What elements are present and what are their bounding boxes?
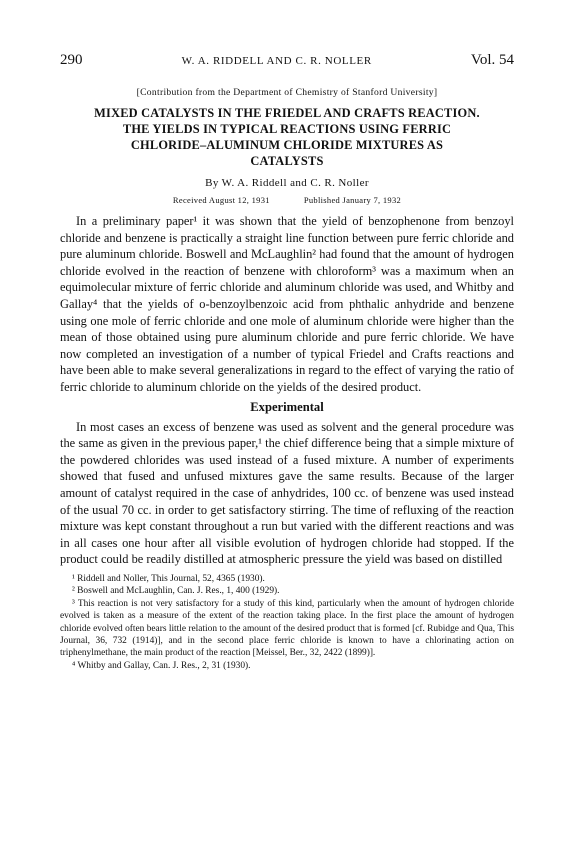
journal-page xyxy=(60,52,514,672)
section-heading-experimental: Experimental xyxy=(250,399,324,414)
title-line: CATALYSTS xyxy=(250,154,324,168)
article-title xyxy=(60,105,514,169)
volume-number: Vol. 54 xyxy=(470,52,514,68)
title-line: CHLORIDE–ALUMINUM CHLORIDE MIXTURES AS xyxy=(130,138,444,152)
intro-paragraph: In a preliminary paper¹ it was shown that the yield of benzophenone from benzoyl chloride and benzene is practically a straight line function between pure ferric chloride and pure aluminum chloride. Boswell and McLaughlin² had found that the amount of hydrogen chloride evolved in the reaction of benzene with chloroform³ was a maximum when an equimolecular mixture of ferric chloride and aluminum chloride was used, and Whitby and Gallay⁴ that the yields of o-benzoylbenzoic acid from phthalic anhydride and benzene using one mole of ferric chloride and one mole of aluminum chloride were higher than the mean of those obtained using pure aluminum chloride and pure ferric chloride. We have now completed an investigation of a number of typical Friedel and Crafts reactions and have been able to make several generalizations in regard to the effect of varying the ratio of ferric chloride to aluminum chloride on the yields of the desired product. xyxy=(60,214,514,394)
footnote: ⁴ Whitby and Gallay, Can. J. Res., 2, 31 (1930). xyxy=(72,660,251,671)
footnotes xyxy=(60,573,514,672)
received-date: Received August 12, 1931 xyxy=(172,195,270,205)
footnote: ¹ Riddell and Noller, This Journal, 52, 4365 (1930). xyxy=(72,573,265,584)
title-line: MIXED CATALYSTS IN THE FRIEDEL AND CRAFTS REACTION. xyxy=(94,106,480,120)
title-line: THE YIELDS IN TYPICAL REACTIONS USING FERRIC xyxy=(122,122,452,136)
published-date: Published January 7, 1932 xyxy=(303,195,402,205)
experimental-paragraph: In most cases an excess of benzene was used as solvent and the general procedure was the same as given in the previous paper,¹ the chief difference being that a simple mixture of the powdered chlorides was used instead of a fused mixture. A number of experiments showed that fused and unfused mixtures gave the same results. Because of the larger amount of catalyst required in the case of anhydrides, 100 cc. of benzene was used instead of the usual 70 cc. in order to get satisfactory stirring. The time of refluxing of the reaction mixture was kept constant throughout a run but varied with the different reactions and was in all cases one hour after all visible evolution of hydrogen chloride had stopped. If the product could be readily distilled at atmospheric pressure the yield was based on distilled xyxy=(60,419,514,567)
footnote: ² Boswell and McLaughlin, Can. J. Res., 1, 400 (1929). xyxy=(72,586,280,597)
running-title: W. A. RIDDELL AND C. R. NOLLER xyxy=(181,55,372,67)
page-header xyxy=(60,52,514,74)
page-number: 290 xyxy=(60,52,83,68)
footnote: ³ This reaction is not very satisfactory for a study of this kind, particularly when the amount of hydrogen chloride evolved is taken as a measure of the extent of the reaction taking place. In the first place the amount of hydrogen chloride evolved often bears little relation to the amount of the desired product that is formed [cf. Rubidge and Qua, This Journal, 36, 732 (1914)], and in the second place ferric chloride is known to have a chlorinating action on triphenylmethane, the main product of the reaction [Meissel, Ber., 32, 2422 (1899)]. xyxy=(60,598,514,659)
contribution-line: [Contribution from the Department of Chemistry of Stanford University] xyxy=(136,87,438,98)
author-byline: By W. A. Riddell and C. R. Noller xyxy=(205,177,369,189)
date-line xyxy=(60,195,514,205)
